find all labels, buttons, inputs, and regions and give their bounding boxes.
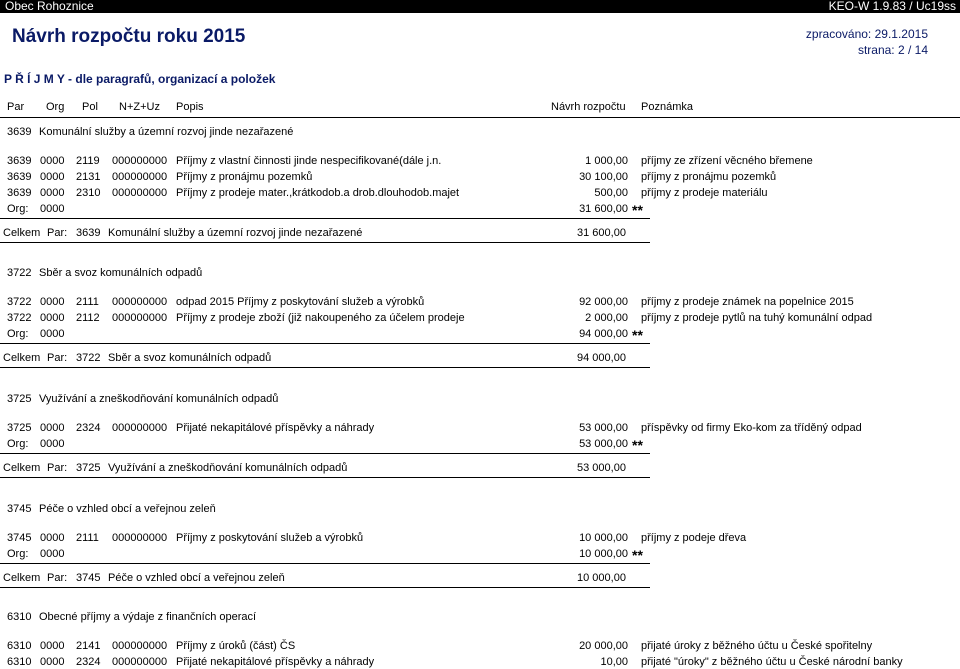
row-par: 3745 xyxy=(7,532,32,544)
row-par: 3639 xyxy=(7,155,32,167)
section-total: 31 600,00 xyxy=(577,227,626,239)
total-divider xyxy=(0,587,650,588)
row-description: Příjmy z vlastní činnosti jinde nespecifikované(dále j.n. xyxy=(176,155,442,167)
org-code: 0000 xyxy=(40,548,65,560)
row-nzuz: 000000000 xyxy=(112,296,168,308)
total-code: 3725 xyxy=(76,462,101,474)
row-nzuz: 000000000 xyxy=(112,312,168,324)
row-nzuz: 000000000 xyxy=(112,187,168,199)
total-divider xyxy=(0,477,650,478)
municipality-name: Obec Rohoznice xyxy=(5,0,94,13)
column-header-nzuz: N+Z+Uz xyxy=(119,101,160,113)
total-label: Celkem xyxy=(3,352,41,364)
row-org: 0000 xyxy=(40,312,65,324)
row-nzuz: 000000000 xyxy=(112,640,168,652)
section-code: 3639 xyxy=(7,126,32,138)
section-name: Sběr a svoz komunálních odpadů xyxy=(39,267,203,279)
page-label: strana: xyxy=(857,43,895,57)
row-pol: 2111 xyxy=(76,296,99,308)
total-label: Celkem xyxy=(3,572,41,584)
org-label: Org: xyxy=(7,203,29,215)
org-code: 0000 xyxy=(40,203,65,215)
row-amount: 1 000,00 xyxy=(585,155,628,167)
total-name: Péče o vzhled obcí a veřejnou zeleň xyxy=(108,572,285,584)
row-pol: 2310 xyxy=(76,187,101,199)
report-meta xyxy=(806,26,928,58)
total-par-label: Par: xyxy=(47,352,68,364)
row-par: 3639 xyxy=(7,187,32,199)
section-total: 94 000,00 xyxy=(577,352,626,364)
section-name: Obecné příjmy a výdaje z finančních operací xyxy=(39,611,257,623)
row-description: Příjmy z pronájmu pozemků xyxy=(176,171,313,183)
column-header-org: Org xyxy=(46,101,65,113)
row-par: 6310 xyxy=(7,656,32,668)
org-total-mark: ** xyxy=(632,437,643,453)
header-divider xyxy=(0,117,960,118)
processed-date: 29.1.2015 xyxy=(874,27,928,41)
section-name: Péče o vzhled obcí a veřejnou zeleň xyxy=(39,503,216,515)
column-header-par: Par xyxy=(7,101,25,113)
row-note: příjmy z prodeje pytlů na tuhý komunální odpad xyxy=(641,312,873,324)
row-nzuz: 000000000 xyxy=(112,656,168,668)
row-amount: 2 000,00 xyxy=(585,312,628,324)
org-total: 10 000,00 xyxy=(579,548,628,560)
row-note: příjmy z podeje dřeva xyxy=(641,532,747,544)
total-label: Celkem xyxy=(3,462,41,474)
row-amount: 20 000,00 xyxy=(579,640,628,652)
section-code: 6310 xyxy=(7,611,32,623)
row-amount: 10 000,00 xyxy=(579,532,628,544)
total-divider xyxy=(0,242,650,243)
row-description: Příjmy z úroků (část) ČS xyxy=(176,640,296,652)
row-note: příjmy z pronájmu pozemků xyxy=(641,171,777,183)
org-total-mark: ** xyxy=(632,327,643,343)
row-note: příjmy ze zřízení věcného břemene xyxy=(641,155,813,167)
row-note: příjmy z prodeje známek na popelnice 2015 xyxy=(641,296,854,308)
row-par: 3722 xyxy=(7,296,32,308)
row-org: 0000 xyxy=(40,155,65,167)
row-org: 0000 xyxy=(40,187,65,199)
org-label: Org: xyxy=(7,328,29,340)
row-org: 0000 xyxy=(40,296,65,308)
row-org: 0000 xyxy=(40,656,65,668)
row-pol: 2119 xyxy=(76,155,100,167)
row-pol: 2131 xyxy=(76,171,101,183)
page-number: 2 / 14 xyxy=(897,43,928,57)
row-nzuz: 000000000 xyxy=(112,155,168,167)
org-total-mark: ** xyxy=(632,202,643,218)
row-description: Přijaté nekapitálové příspěvky a náhrady xyxy=(176,422,375,434)
row-note: přijaté úroky z běžného účtu u České spořitelny xyxy=(641,640,873,652)
section-code: 3745 xyxy=(7,503,32,515)
row-amount: 10,00 xyxy=(600,656,628,668)
row-par: 3725 xyxy=(7,422,32,434)
row-org: 0000 xyxy=(40,171,65,183)
row-nzuz: 000000000 xyxy=(112,171,168,183)
row-description: odpad 2015 Příjmy z poskytování služeb a výrobků xyxy=(176,296,425,308)
report-title: Návrh rozpočtu roku 2015 xyxy=(12,26,246,47)
row-pol: 2324 xyxy=(76,422,101,434)
org-total-mark: ** xyxy=(632,547,643,563)
row-org: 0000 xyxy=(40,532,65,544)
section-code: 3725 xyxy=(7,393,32,405)
processed-label: zpracováno: xyxy=(805,27,872,41)
row-pol: 2141 xyxy=(76,640,101,652)
row-par: 3722 xyxy=(7,312,32,324)
row-amount: 92 000,00 xyxy=(579,296,628,308)
column-header-navrh: Návrh rozpočtu xyxy=(551,101,626,113)
row-nzuz: 000000000 xyxy=(112,422,168,434)
total-code: 3722 xyxy=(76,352,101,364)
section-total: 53 000,00 xyxy=(577,462,626,474)
org-code: 0000 xyxy=(40,438,65,450)
top-bar xyxy=(0,0,960,13)
row-pol: 2112 xyxy=(76,312,100,324)
row-amount: 500,00 xyxy=(594,187,628,199)
row-note: přijaté "úroky" z běžného účtu u České národní banky xyxy=(641,656,903,668)
column-header-popis: Popis xyxy=(176,101,204,113)
total-name: Komunální služby a územní rozvoj jinde nezařazené xyxy=(108,227,363,239)
total-par-label: Par: xyxy=(47,227,68,239)
row-amount: 30 100,00 xyxy=(579,171,628,183)
org-code: 0000 xyxy=(40,328,65,340)
row-pol: 2111 xyxy=(76,532,99,544)
org-divider xyxy=(0,218,650,219)
row-note: příjmy z prodeje materiálu xyxy=(641,187,768,199)
section-name: Komunální služby a územní rozvoj jinde nezařazené xyxy=(39,126,294,138)
section-name: Využívání a zneškodňování komunálních odpadů xyxy=(39,393,279,405)
row-description: Příjmy z poskytování služeb a výrobků xyxy=(176,532,364,544)
row-description: Přijaté nekapitálové příspěvky a náhrady xyxy=(176,656,375,668)
total-code: 3745 xyxy=(76,572,101,584)
column-header-pol: Pol xyxy=(82,101,98,113)
org-label: Org: xyxy=(7,548,29,560)
total-code: 3639 xyxy=(76,227,101,239)
report-subtitle: P Ř Í J M Y - dle paragrafů, organizací a položek xyxy=(4,72,276,86)
org-total: 94 000,00 xyxy=(579,328,628,340)
program-version: KEO-W 1.9.83 / Uc19ss xyxy=(828,0,956,13)
row-org: 0000 xyxy=(40,640,65,652)
section-total: 10 000,00 xyxy=(577,572,626,584)
column-header-poznamka: Poznámka xyxy=(641,101,693,113)
row-note: příspěvky od firmy Eko-kom za tříděný odpad xyxy=(641,422,862,434)
row-org: 0000 xyxy=(40,422,65,434)
row-pol: 2324 xyxy=(76,656,101,668)
org-total: 53 000,00 xyxy=(579,438,628,450)
row-par: 3639 xyxy=(7,171,32,183)
row-description: Příjmy z prodeje mater.,krátkodob.a drob.dlouhodob.majet xyxy=(176,187,460,199)
row-nzuz: 000000000 xyxy=(112,532,168,544)
org-divider xyxy=(0,563,650,564)
row-amount: 53 000,00 xyxy=(579,422,628,434)
total-name: Sběr a svoz komunálních odpadů xyxy=(108,352,272,364)
org-divider xyxy=(0,343,650,344)
row-description: Příjmy z prodeje zboží (již nakoupeného za účelem prodeje xyxy=(176,312,465,324)
row-par: 6310 xyxy=(7,640,32,652)
total-label: Celkem xyxy=(3,227,41,239)
total-divider xyxy=(0,367,650,368)
org-label: Org: xyxy=(7,438,29,450)
section-code: 3722 xyxy=(7,267,32,279)
org-divider xyxy=(0,453,650,454)
total-par-label: Par: xyxy=(47,462,68,474)
total-par-label: Par: xyxy=(47,572,68,584)
org-total: 31 600,00 xyxy=(579,203,628,215)
total-name: Využívání a zneškodňování komunálních odpadů xyxy=(108,462,348,474)
